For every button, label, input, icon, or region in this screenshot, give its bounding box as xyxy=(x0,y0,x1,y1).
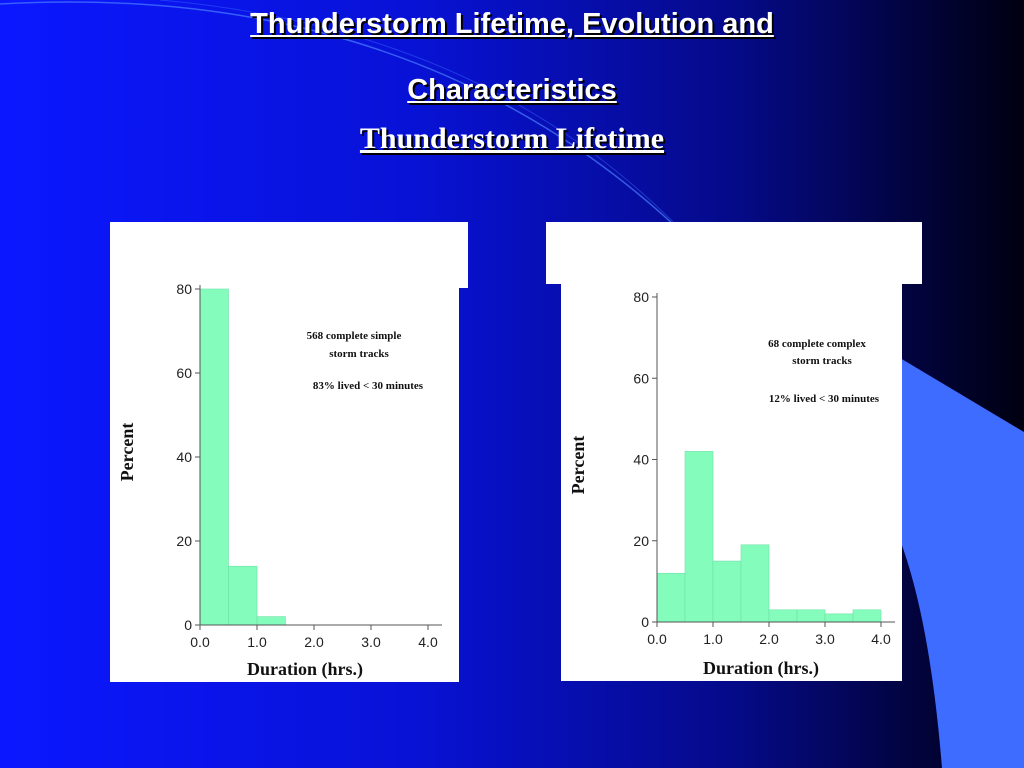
y-tick-label: 60 xyxy=(176,365,192,381)
right-chart-header-panel xyxy=(546,222,922,284)
x-tick-label: 3.0 xyxy=(361,634,381,650)
histogram-bar xyxy=(797,610,825,622)
y-tick-label: 60 xyxy=(633,370,649,387)
y-tick-label: 80 xyxy=(176,281,192,297)
x-tick-label: 0.0 xyxy=(647,631,667,647)
chart-annotation: 68 complete complex xyxy=(768,338,866,350)
histogram-bar xyxy=(769,610,797,622)
x-tick-label: 1.0 xyxy=(247,634,267,650)
chart-annotation: 568 complete simple xyxy=(306,330,402,342)
x-tick-label: 4.0 xyxy=(418,634,438,650)
x-axis-label: Duration (hrs.) xyxy=(247,659,363,679)
slide-title-line2: Characteristics xyxy=(407,74,617,106)
chart-annotation: 12% lived < 30 minutes xyxy=(768,393,880,405)
y-axis-label: Percent xyxy=(117,422,137,482)
y-tick-label: 0 xyxy=(641,614,649,630)
y-axis-label: Percent xyxy=(568,435,588,495)
left-chart-header-panel xyxy=(110,222,468,288)
y-tick-label: 0 xyxy=(184,617,192,633)
x-tick-label: 2.0 xyxy=(759,631,779,647)
histogram-bar xyxy=(741,545,769,622)
y-tick-label: 80 xyxy=(633,289,649,305)
slide-subtitle: Thunderstorm Lifetime xyxy=(359,122,665,155)
histogram-bar xyxy=(257,617,286,625)
accent-shape xyxy=(900,358,1024,768)
x-tick-label: 4.0 xyxy=(871,631,891,647)
chart-annotation: storm tracks xyxy=(792,355,852,367)
slide-title-line1: Thunderstorm Lifetime, Evolution and xyxy=(250,8,774,40)
histogram-bar xyxy=(853,610,881,622)
x-tick-label: 0.0 xyxy=(190,634,210,650)
x-tick-label: 1.0 xyxy=(703,631,723,647)
histogram-bar xyxy=(657,573,685,622)
x-tick-label: 3.0 xyxy=(815,631,835,647)
y-tick-label: 40 xyxy=(176,449,192,465)
histogram-bar xyxy=(200,289,229,625)
chart-annotation: storm tracks xyxy=(329,348,389,360)
histogram-bar xyxy=(229,566,258,625)
y-tick-label: 40 xyxy=(633,451,649,468)
histogram-bar xyxy=(713,561,741,622)
simple-storms-histogram xyxy=(110,280,459,682)
chart-annotation: 83% lived < 30 minutes xyxy=(312,380,424,392)
y-tick-label: 20 xyxy=(176,533,192,549)
histogram-bar xyxy=(825,614,853,622)
histogram-bar xyxy=(685,451,713,622)
x-tick-label: 2.0 xyxy=(304,634,324,650)
x-axis-label: Duration (hrs.) xyxy=(703,658,819,678)
complex-storms-histogram xyxy=(561,278,902,681)
y-tick-label: 20 xyxy=(633,532,649,549)
